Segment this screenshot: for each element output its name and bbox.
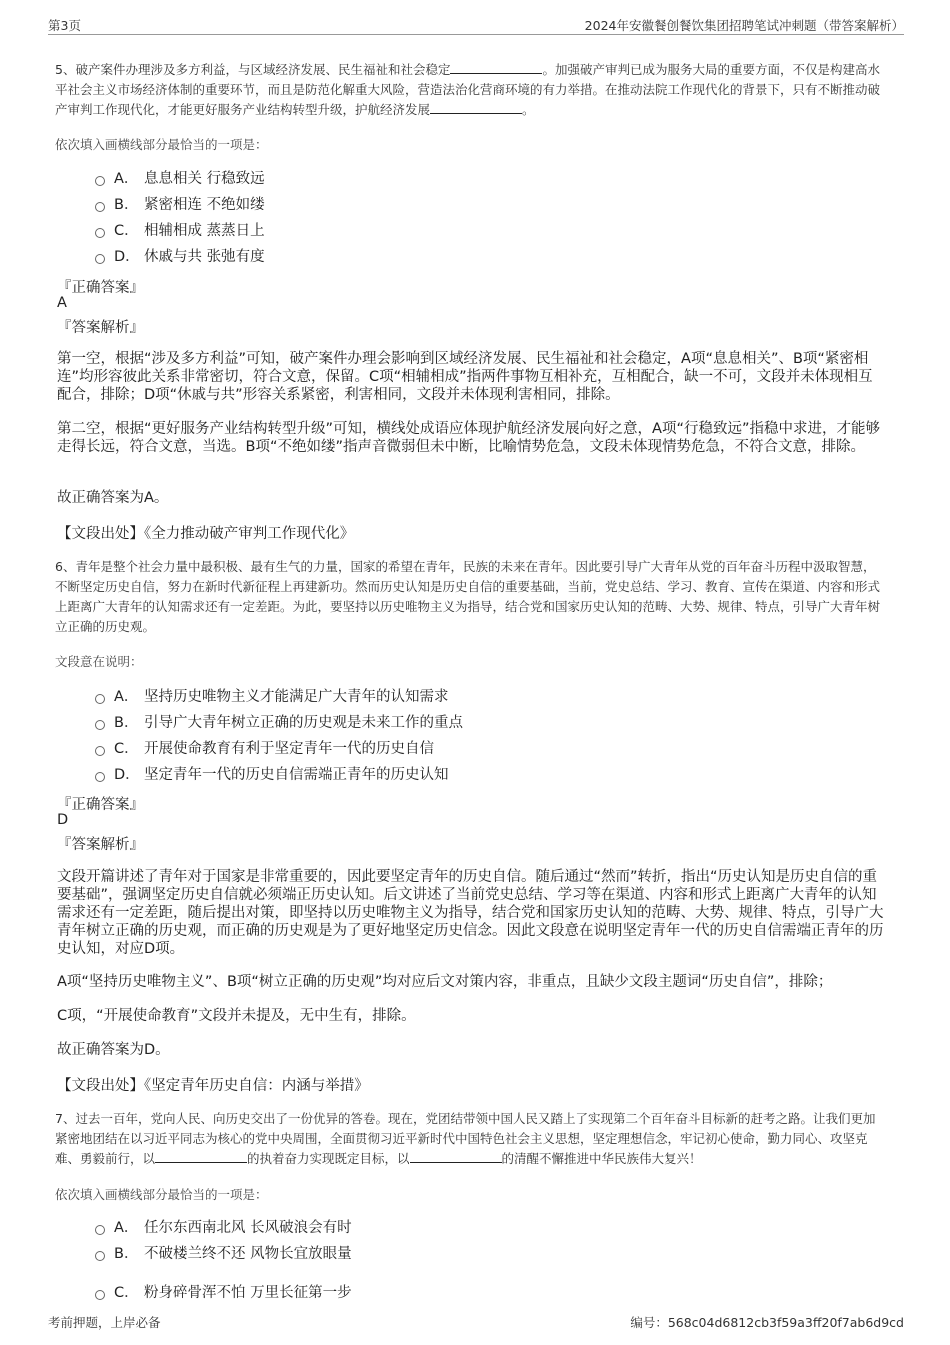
radio-button-icon[interactable] (95, 228, 105, 238)
q6-analysis-label: 『答案解析』 (57, 837, 144, 853)
q6-source: 【文段出处】《坚定青年历史自信：内涵与举措》 (57, 1078, 369, 1094)
blank-2 (410, 1150, 502, 1163)
blank-1 (450, 61, 542, 74)
q7-option-b[interactable]: B． 不破楼兰终不还 风物长宜放眼量 (95, 1243, 352, 1265)
radio-button-icon[interactable] (95, 202, 105, 212)
q6-option-b[interactable]: B． 引导广大青年树立正确的历史观是未来工作的重点 (95, 712, 463, 734)
q6-answer: D (57, 812, 69, 828)
q6-analysis-paragraph: C项，“开展使命教育”文段并未提及，无中生有，排除。 (57, 1008, 416, 1024)
q5-option-d[interactable]: D． 休戚与共 张弛有度 (95, 246, 265, 268)
question-6-prompt: 文段意在说明： (55, 654, 143, 669)
q5-conclusion: 故正确答案为A。 (57, 490, 169, 506)
q5-answer-label: 『正确答案』 (57, 280, 144, 296)
q6-option-d[interactable]: D． 坚定青年一代的历史自信需端正青年的历史认知 (95, 764, 449, 786)
radio-button-icon[interactable] (95, 1251, 105, 1261)
q5-analysis-label: 『答案解析』 (57, 320, 144, 336)
radio-button-icon[interactable] (95, 254, 105, 264)
q6-answer-label: 『正确答案』 (57, 797, 144, 813)
page-number: 第3页 (48, 18, 81, 33)
question-6-stem: 6、青年是整个社会力量中最积极、最有生气的力量，国家的希望在青年，民族的未来在青年。因此要引导广大青年从党的百年奋斗历程中汲取智慧，不断坚定历史自信，努力在新时代新征程上再建新功。然而历史认知是历史自信的重要基础，当前，党史总结、学习、教育、宣传在渠道、内容和形式上距离广大青年的认知需求还有一定差距。为此，要坚持以历史唯物主义为指导，结合党和国家历史认知的范畴、大势、规律、特点，引导广大青年树立正确的历史观。 (55, 559, 881, 634)
page-footer (48, 1313, 904, 1333)
q5-option-b[interactable]: B． 紧密相连 不绝如缕 (95, 194, 265, 216)
document-id: 编号：568c04d6812cb3f59a3ff20f7ab6d9cd (630, 1315, 904, 1330)
q6-option-a[interactable]: A． 坚持历史唯物主义才能满足广大青年的认知需求 (95, 686, 449, 708)
blank-2 (430, 101, 522, 114)
q6-analysis-paragraph: 文段开篇讲述了青年对于国家是非常重要的，因此要坚定青年的历史自信。随后通过“然而”转折，指出“历史认知是历史自信的重要基础”，强调坚定历史自信就必须端正历史认知。后文讲述了当前党史总结、学习等在渠道、内容和形式上距离广大青年的认知需求还有一定差距，随后提出对策，即坚持以历史唯物主义为指导，结合党和国家历史认知的范畴、大势、规律、特点，引导广大青年树立正确的历史观，而正确的历史观是为了更好地坚定历史信念。因此文段意在说明坚定青年一代的历史自信需端正青年的历史认知，对应D项。 (57, 869, 884, 957)
q6-analysis-paragraph: A项“坚持历史唯物主义”、B项“树立正确的历史观”均对应后文对策内容，非重点，且缺少文段主题词“历史自信”，排除； (57, 974, 833, 990)
q6-option-c[interactable]: C． 开展使命教育有利于坚定青年一代的历史自信 (95, 738, 434, 760)
radio-button-icon[interactable] (95, 694, 105, 704)
radio-button-icon[interactable] (95, 1290, 105, 1300)
question-5-prompt: 依次填入画横线部分最恰当的一项是： (55, 137, 268, 152)
q7-option-c[interactable]: C． 粉身碎骨浑不怕 万里长征第一步 (95, 1282, 352, 1304)
radio-button-icon[interactable] (95, 746, 105, 756)
q5-source: 【文段出处】《全力推动破产审判工作现代化》 (57, 526, 355, 542)
q5-answer: A (57, 295, 67, 311)
question-7-prompt: 依次填入画横线部分最恰当的一项是： (55, 1187, 268, 1202)
q6-conclusion: 故正确答案为D。 (57, 1042, 170, 1058)
radio-button-icon[interactable] (95, 720, 105, 730)
blank-1 (155, 1150, 247, 1163)
document-title: 2024年安徽餐创餐饮集团招聘笔试冲刺题（带答案解析） (584, 18, 904, 33)
q7-option-a[interactable]: A． 任尔东西南北风 长风破浪会有时 (95, 1217, 352, 1239)
q5-analysis-paragraph: 第二空，根据“更好服务产业结构转型升级”可知，横线处成语应体现护航经济发展向好之意，A项“行稳致远”指稳中求进，才能够走得长远，符合文意，当选。B项“不绝如缕”指声音微弱但未中断，比喻情势危急，文段未体现情势危急，不符合文意，排除。 (57, 421, 880, 455)
radio-button-icon[interactable] (95, 1225, 105, 1235)
q5-analysis-paragraph: 第一空，根据“涉及多方利益”可知，破产案件办理会影响到区域经济发展、民生福祉和社会稳定，A项“息息相关”、B项“紧密相连”均形容彼此关系非常密切，符合文意，保留。C项“相辅相成”指两件事物互相补充，互相配合，缺一不可，文段并未体现相互配合，排除；D项“休戚与共”形容关系紧密，利害相同，文段并未体现利害相同，排除。 (57, 351, 873, 403)
radio-button-icon[interactable] (95, 772, 105, 782)
footer-slogan: 考前押题，上岸必备 (48, 1315, 161, 1330)
q5-option-c[interactable]: C． 相辅相成 蒸蒸日上 (95, 220, 265, 242)
question-7-stem: 7、过去一百年，党向人民、向历史交出了一份优异的答卷。现在，党团结带领中国人民又踏上了实现第二个百年奋斗目标新的赶考之路。让我们更加紧密地团结在以习近平同志为核心的党中央周围，全面贯彻习近平新时代中国特色社会主义思想，坚定理想信念，牢记初心使命，勤力同心、攻坚克难、勇毅前行，以 的执着奋力实现既定目标，以 的清醒不懈推进中华民族伟大复兴！ (55, 1111, 876, 1166)
question-5-stem: 5、破产案件办理涉及多方利益，与区域经济发展、民生福祉和社会稳定 。加强破产审判已成为服务大局的重要方面，不仅是构建高水平社会主义市场经济体制的重要环节，而且是防范化解重大风险，营造法治化营商环境的有力举措。在推动法院工作现代化的背景下，只有不断推动破产审判工作现代化，才能更好服务产业结构转型升级，护航经济发展 。 (55, 62, 881, 117)
q5-option-a[interactable]: A． 息息相关 行稳致远 (95, 168, 265, 190)
radio-button-icon[interactable] (95, 176, 105, 186)
page-header (48, 12, 904, 35)
